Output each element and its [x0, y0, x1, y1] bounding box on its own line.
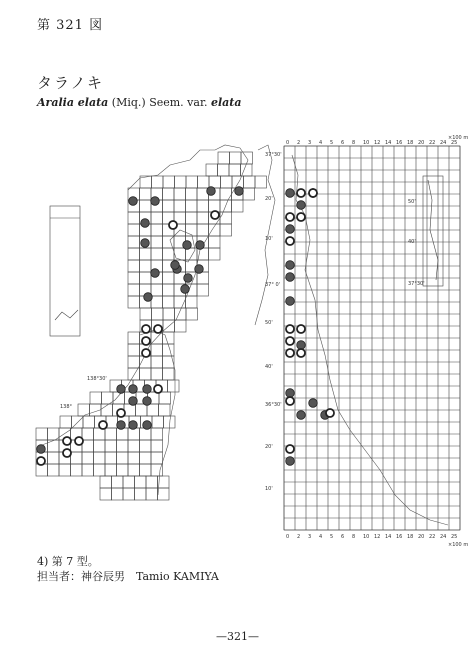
grid-cell [174, 188, 186, 200]
grid-cell [123, 476, 135, 488]
grid-cell [163, 284, 175, 296]
grid-cell [71, 452, 83, 464]
grid-cell [128, 296, 140, 308]
top-scale-label: 16 [396, 140, 403, 146]
filled-occurrence-marker [286, 189, 295, 198]
grid-cell [128, 368, 140, 380]
grid-cell [197, 212, 209, 224]
species-japanese-name: タラノキ [37, 74, 104, 92]
open-occurrence-marker [37, 457, 45, 465]
variety-name: elata [211, 96, 242, 109]
grid-cell [140, 452, 152, 464]
grid-cell [220, 212, 232, 224]
grid-cell [146, 488, 158, 500]
filled-occurrence-marker [171, 261, 180, 270]
grid-cell [117, 428, 129, 440]
grid-cell [105, 440, 117, 452]
inset-scale-map [423, 176, 443, 286]
grid-cell [151, 224, 163, 236]
top-scale-unit: ×100 m [448, 135, 469, 141]
bottom-scale-label: 8 [352, 534, 356, 540]
grid-cell [220, 224, 232, 236]
grid-cell [82, 428, 94, 440]
grid-cell [163, 200, 175, 212]
filled-occurrence-marker [37, 445, 46, 454]
open-occurrence-marker [286, 237, 294, 245]
bottom-scale-label: 12 [374, 534, 381, 540]
grid-cell [128, 260, 140, 272]
filled-occurrence-marker [286, 261, 295, 270]
grid-cell [105, 464, 117, 476]
bottom-scale-label: 4 [319, 534, 323, 540]
latitude-label: 50' [265, 320, 273, 326]
grid-cell [123, 488, 135, 500]
filled-occurrence-marker [297, 341, 306, 350]
grid-cell [163, 308, 175, 320]
grid-cell [163, 296, 175, 308]
filled-occurrence-marker [309, 399, 318, 408]
grid-cell [197, 224, 209, 236]
author-credit: 担当者：神谷辰男 Tamio KAMIYA [37, 570, 219, 583]
grid-cell [140, 248, 152, 260]
open-occurrence-marker [211, 211, 219, 219]
grid-cell [209, 236, 221, 248]
grid-cell [128, 464, 140, 476]
grid-cell [105, 452, 117, 464]
top-scale-label: 0 [286, 140, 290, 146]
open-occurrence-marker [154, 325, 162, 333]
grid-cell [135, 488, 147, 500]
grid-cell [218, 152, 230, 164]
grid-cell [83, 416, 95, 428]
grid-cell [255, 176, 267, 188]
longitude-label: 138°30' [87, 376, 107, 382]
latitude-label: 20' [265, 444, 273, 450]
grid-cell [90, 392, 102, 404]
page-number: —321— [216, 630, 259, 643]
grid-cell [151, 440, 163, 452]
filled-occurrence-marker [183, 241, 192, 250]
latitude-label: 10' [265, 236, 273, 242]
filled-occurrence-marker [181, 285, 190, 294]
filled-occurrence-marker [195, 265, 204, 274]
bottom-scale-label: 24 [440, 534, 447, 540]
open-occurrence-marker [297, 325, 305, 333]
left-map-grid [36, 152, 267, 500]
grid-cell [168, 380, 180, 392]
bottom-scale-label: 22 [429, 534, 436, 540]
grid-cell [163, 272, 175, 284]
grid-cell [140, 464, 152, 476]
filled-occurrence-marker [207, 187, 216, 196]
grid-cell [112, 476, 124, 488]
grid-cell [186, 212, 198, 224]
grid-cell [140, 440, 152, 452]
longitude-label: 138° [60, 404, 73, 410]
grid-cell [140, 308, 152, 320]
grid-cell [159, 404, 171, 416]
filled-occurrence-marker [286, 389, 295, 398]
grid-cell [48, 440, 60, 452]
grid-cell [128, 236, 140, 248]
filled-occurrence-marker [151, 269, 160, 278]
grid-cell [197, 248, 209, 260]
open-occurrence-marker [286, 349, 294, 357]
grid-cell [36, 428, 48, 440]
top-scale-label: 8 [352, 140, 356, 146]
latitude-label: 10' [265, 486, 273, 492]
bottom-scale-label: 2 [297, 534, 301, 540]
filled-occurrence-marker [129, 385, 138, 394]
bottom-scale-label: 16 [396, 534, 403, 540]
filled-occurrence-marker [129, 421, 138, 430]
grid-cell [151, 464, 163, 476]
grid-cell [128, 440, 140, 452]
grid-cell [128, 356, 140, 368]
grid-cell [186, 188, 198, 200]
open-occurrence-marker [99, 421, 107, 429]
top-scale-label: 25 [451, 140, 458, 146]
grid-cell [128, 224, 140, 236]
grid-cell [136, 404, 148, 416]
filled-occurrence-marker [143, 385, 152, 394]
bottom-scale-label: 10 [363, 534, 370, 540]
top-scale-label: 3 [308, 140, 312, 146]
open-occurrence-marker [142, 349, 150, 357]
grid-cell [151, 344, 163, 356]
open-occurrence-marker [286, 397, 294, 405]
filled-occurrence-marker [151, 197, 160, 206]
bottom-scale-label: 20 [418, 534, 425, 540]
grid-cell [197, 200, 209, 212]
latitude-label: 37°30' [265, 152, 282, 158]
altitude-profile [292, 155, 448, 525]
grid-cell [209, 248, 221, 260]
filled-occurrence-marker [117, 385, 126, 394]
filled-occurrence-marker [297, 201, 306, 210]
top-scale-label: 24 [440, 140, 447, 146]
grid-cell [186, 224, 198, 236]
grid-cell [112, 488, 124, 500]
grid-cell [163, 188, 175, 200]
filled-occurrence-marker [117, 421, 126, 430]
open-occurrence-marker [75, 437, 83, 445]
grid-cell [60, 416, 72, 428]
open-occurrence-marker [142, 337, 150, 345]
filled-occurrence-marker [297, 411, 306, 420]
top-scale-label: 22 [429, 140, 436, 146]
grid-cell [100, 476, 112, 488]
species-author: (Miq.) Seem. var. [111, 96, 208, 109]
grid-cell [151, 368, 163, 380]
grid-cell [140, 428, 152, 440]
bottom-scale-label: 3 [308, 534, 312, 540]
filled-occurrence-marker [286, 273, 295, 282]
open-occurrence-marker [169, 221, 177, 229]
open-occurrence-marker [286, 213, 294, 221]
grid-cell [128, 284, 140, 296]
grid-cell [151, 356, 163, 368]
top-scale-label: 2 [297, 140, 301, 146]
grid-cell [128, 344, 140, 356]
grid-cell [140, 368, 152, 380]
grid-cell [221, 176, 233, 188]
grid-cell [71, 464, 83, 476]
open-occurrence-marker [63, 437, 71, 445]
grid-cell [163, 344, 175, 356]
grid-cell [174, 200, 186, 212]
top-scale-label: 20 [418, 140, 425, 146]
grid-cell [232, 176, 244, 188]
grid-cell [135, 476, 147, 488]
filled-occurrence-marker [143, 421, 152, 430]
filled-occurrence-marker [184, 274, 193, 283]
grid-cell [197, 284, 209, 296]
bottom-scale-label: 5 [330, 534, 334, 540]
inset-locator-map [50, 206, 80, 336]
grid-cell [140, 188, 152, 200]
bottom-scale-label: 18 [407, 534, 414, 540]
inset-latitude-label: 37°30' [408, 281, 425, 287]
filled-occurrence-marker [143, 397, 152, 406]
grid-cell [206, 164, 218, 176]
grid-cell [151, 284, 163, 296]
filled-occurrence-marker [129, 197, 138, 206]
grid-cell [151, 248, 163, 260]
grid-cell [159, 392, 171, 404]
open-occurrence-marker [326, 409, 334, 417]
grid-cell [175, 308, 187, 320]
bottom-scale-label: 6 [341, 534, 345, 540]
grid-cell [220, 188, 232, 200]
grid-cell [117, 464, 129, 476]
grid-cell [197, 272, 209, 284]
open-occurrence-marker [297, 189, 305, 197]
bottom-scale-unit: ×100 m [448, 542, 469, 548]
top-scale-label: 10 [363, 140, 370, 146]
grid-cell [152, 416, 164, 428]
grid-cell [117, 440, 129, 452]
open-occurrence-marker [297, 213, 305, 221]
latitude-label: 36°30' [265, 402, 282, 408]
top-scale-label: 14 [385, 140, 392, 146]
grid-cell [232, 200, 244, 212]
grid-cell [218, 164, 230, 176]
grid-cell [100, 488, 112, 500]
filled-occurrence-marker [141, 239, 150, 248]
bottom-scale-label: 25 [451, 534, 458, 540]
grid-cell [117, 452, 129, 464]
grid-cell [152, 308, 164, 320]
open-occurrence-marker [286, 445, 294, 453]
right-map-grid [284, 146, 460, 530]
distribution-type-note: 4) 第 7 型。 [37, 555, 99, 568]
latitude-label: 20' [265, 196, 273, 202]
filled-occurrence-marker [144, 293, 153, 302]
grid-cell [243, 188, 255, 200]
grid-cell [209, 224, 221, 236]
inset-latitude-label: 50' [408, 199, 416, 205]
latitude-label: 40' [265, 364, 273, 370]
open-occurrence-marker [297, 349, 305, 357]
grid-cell [94, 440, 106, 452]
grid-cell [128, 428, 140, 440]
grid-cell [48, 452, 60, 464]
grid-cell [140, 200, 152, 212]
grid-cell [151, 428, 163, 440]
grid-cell [128, 452, 140, 464]
grid-cell [82, 452, 94, 464]
grid-cell [82, 464, 94, 476]
grid-cell [163, 356, 175, 368]
grid-cell [151, 236, 163, 248]
grid-cell [151, 212, 163, 224]
grid-cell [94, 452, 106, 464]
grid-cell [147, 404, 159, 416]
filled-occurrence-marker [286, 457, 295, 466]
grid-cell [186, 200, 198, 212]
open-occurrence-marker [286, 337, 294, 345]
filled-occurrence-marker [286, 225, 295, 234]
grid-cell [151, 296, 163, 308]
filled-occurrence-marker [235, 187, 244, 196]
figure-label: 第 321 図 [37, 18, 104, 33]
grid-cell [94, 464, 106, 476]
inset-latitude-label: 40' [408, 239, 416, 245]
top-scale-label: 4 [319, 140, 323, 146]
filled-occurrence-marker [129, 397, 138, 406]
grid-cell [113, 392, 125, 404]
grid-cell [140, 272, 152, 284]
grid-cell [128, 332, 140, 344]
grid-cell [175, 176, 187, 188]
grid-cell [128, 212, 140, 224]
grid-cell [152, 176, 164, 188]
grid-cell [128, 272, 140, 284]
grid-cell [186, 248, 198, 260]
grid-cell [198, 176, 210, 188]
grid-cell [186, 308, 198, 320]
grid-cell [186, 176, 198, 188]
top-scale-label: 6 [341, 140, 345, 146]
filled-occurrence-marker [286, 297, 295, 306]
open-occurrence-marker [63, 449, 71, 457]
open-occurrence-marker [117, 409, 125, 417]
grid-cell [244, 176, 256, 188]
grid-cell [163, 176, 175, 188]
grid-cell [163, 332, 175, 344]
open-occurrence-marker [154, 385, 162, 393]
grid-cell [175, 320, 187, 332]
grid-cell [72, 416, 84, 428]
top-scale-label: 18 [407, 140, 414, 146]
filled-occurrence-marker [196, 241, 205, 250]
open-occurrence-marker [142, 325, 150, 333]
map-axis-labels [60, 135, 468, 548]
grid-cell [151, 452, 163, 464]
top-scale-label: 5 [330, 140, 334, 146]
grid-cell [230, 152, 242, 164]
grid-cell [140, 260, 152, 272]
grid-cell [186, 296, 198, 308]
grid-cell [48, 464, 60, 476]
top-scale-label: 12 [374, 140, 381, 146]
genus-species: Aralia elata [37, 96, 109, 109]
open-occurrence-marker [286, 325, 294, 333]
grid-cell [128, 248, 140, 260]
bottom-scale-label: 14 [385, 534, 392, 540]
grid-cell [209, 176, 221, 188]
grid-cell [158, 488, 170, 500]
grid-cell [174, 248, 186, 260]
grid-cell [163, 368, 175, 380]
bottom-scale-label: 0 [286, 534, 290, 540]
grid-cell [59, 464, 71, 476]
latitude-label: 37° 0' [265, 282, 281, 288]
filled-occurrence-marker [141, 219, 150, 228]
grid-cell [163, 248, 175, 260]
open-occurrence-marker [309, 189, 317, 197]
grid-cell [105, 428, 117, 440]
grid-cell [229, 164, 241, 176]
grid-cell [146, 476, 158, 488]
